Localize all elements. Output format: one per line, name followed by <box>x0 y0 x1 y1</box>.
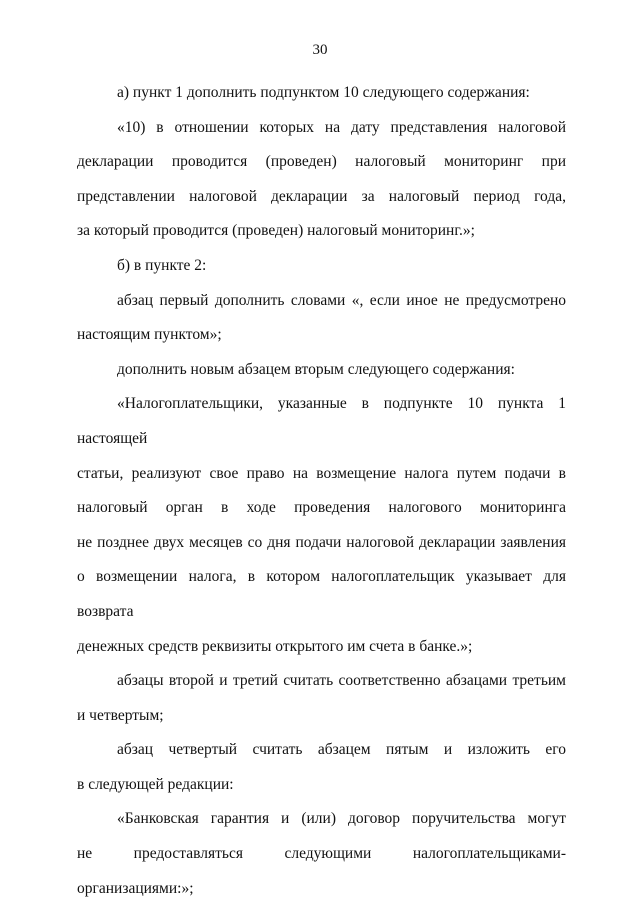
paragraph-item-a <box>77 76 566 111</box>
text-line: не предоставляться следующими налогоплательщиками-организациями:»; <box>77 845 566 897</box>
text-line: налоговый орган в ходе проведения налогового мониторинга <box>77 499 566 517</box>
text-line: настоящим пунктом»; <box>77 326 222 344</box>
text-line: в следующей редакции: <box>77 775 234 793</box>
text-line: не позднее двух месяцев со дня подачи налоговой декларации заявления <box>77 533 566 551</box>
text-line: «Банковская гарантия и (или) договор поручительства могут <box>117 810 566 828</box>
paragraph-item-b <box>77 249 566 284</box>
text-line: за который проводится (проведен) налоговый мониторинг.»; <box>77 222 475 240</box>
page-number: 30 <box>312 42 328 58</box>
text-line: статьи, реализуют свое право на возмещение налога путем подачи в <box>77 464 566 482</box>
document-body <box>77 76 566 906</box>
text-line: абзац четвертый считать абзацем пятым и изложить его <box>117 741 566 759</box>
text-line: абзац первый дополнить словами «, если иное не предусмотрено <box>117 291 566 309</box>
text-line: «Налогоплательщики, указанные в подпункте 10 пункта 1 настоящей <box>77 395 566 447</box>
paragraph-bank-guarantee-quote <box>77 802 566 906</box>
text-line: абзацы второй и третий считать соответственно абзацами третьим <box>117 672 566 690</box>
text-line: б) в пункте 2: <box>117 256 207 274</box>
text-line: а) пункт 1 дополнить подпунктом 10 следующего содержания: <box>117 84 530 101</box>
text-line: и четвертым; <box>77 706 164 724</box>
paragraph-first-abzac <box>77 284 566 353</box>
text-line: представлении налоговой декларации за налоговый период года, <box>77 187 566 205</box>
text-line: денежных средств реквизиты открытого им счета в банке.»; <box>77 637 473 655</box>
paragraph-taxpayers-quote <box>77 387 566 664</box>
paragraph-add-second-abzac <box>77 353 566 388</box>
paragraph-subpoint-10 <box>77 111 566 249</box>
text-line: о возмещении налога, в котором налогоплательщик указывает для возврата <box>77 568 566 620</box>
text-line: дополнить новым абзацем вторым следующего содержания: <box>117 360 515 378</box>
paragraph-renumber-abzacs <box>77 664 566 733</box>
text-line: декларации проводится (проведен) налоговый мониторинг при <box>77 153 566 171</box>
paragraph-fourth-abzac <box>77 733 566 802</box>
text-line: «10) в отношении которых на дату представления налоговой <box>117 118 566 136</box>
